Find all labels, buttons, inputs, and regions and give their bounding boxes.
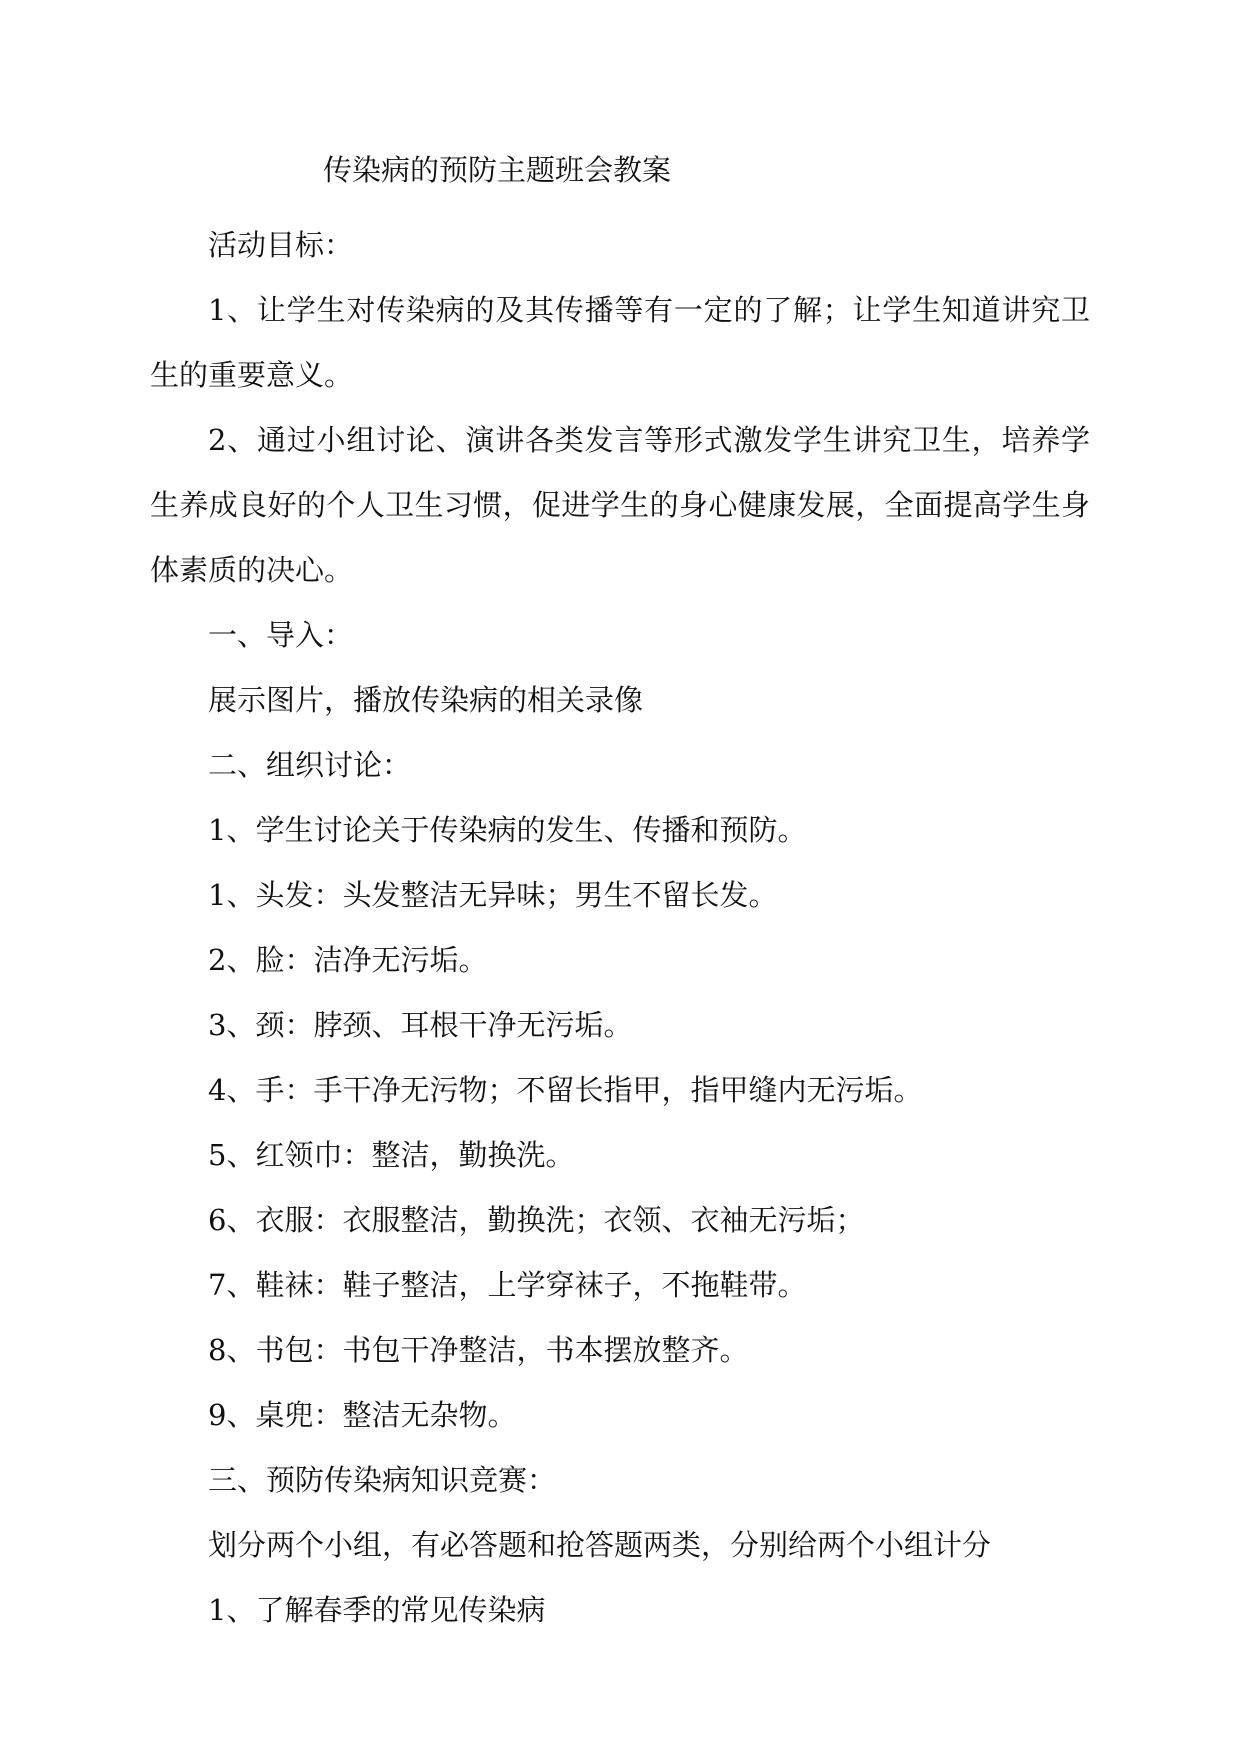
- hygiene-item-scarf: 5、红领巾：整洁，勤换洗。: [208, 1138, 575, 1172]
- section-heading-quiz: 三、预防传染病知识竞赛：: [208, 1463, 557, 1497]
- hygiene-item-neck: 3、颈：脖颈、耳根干净无污垢。: [208, 1008, 633, 1042]
- document-body: [150, 213, 1090, 1643]
- document-title: 传染病的预防主题班会教案: [323, 153, 672, 187]
- section-heading-objectives: 活动目标：: [208, 228, 354, 262]
- objective-item-2: 2、通过小组讨论、演讲各类发言等形式激发学生讲究卫生，培养学生养成良好的个人卫生习惯，促进学生的身心健康发展，全面提高学生身体素质的决心。: [150, 423, 1090, 587]
- hygiene-item-desk: 9、桌兜：整洁无杂物。: [208, 1398, 517, 1432]
- hygiene-item-hair: 1、头发：头发整洁无异味；男生不留长发。: [208, 878, 778, 912]
- quiz-item-1: 1、了解春季的常见传染病: [208, 1593, 546, 1627]
- section-heading-introduction: 一、导入：: [208, 618, 354, 652]
- hygiene-item-face: 2、脸：洁净无污垢。: [208, 943, 488, 977]
- objective-item-1: 1、让学生对传染病的及其传播等有一定的了解；让学生知道讲究卫生的重要意义。: [150, 293, 1090, 392]
- introduction-text: 展示图片，播放传染病的相关录像: [208, 683, 644, 717]
- discussion-item: 1、学生讨论关于传染病的发生、传播和预防。: [208, 813, 807, 847]
- hygiene-item-hands: 4、手：手干净无污物；不留长指甲，指甲缝内无污垢。: [208, 1073, 923, 1107]
- section-heading-discussion: 二、组织讨论：: [208, 748, 412, 782]
- hygiene-item-clothes: 6、衣服：衣服整洁，勤换洗；衣领、衣袖无污垢；: [208, 1203, 865, 1237]
- hygiene-item-shoes: 7、鞋袜：鞋子整洁，上学穿袜子，不拖鞋带。: [208, 1268, 807, 1302]
- hygiene-item-schoolbag: 8、书包：书包干净整洁，书本摆放整齐。: [208, 1333, 749, 1367]
- quiz-description: 划分两个小组，有必答题和抢答题两类，分别给两个小组计分: [208, 1528, 992, 1562]
